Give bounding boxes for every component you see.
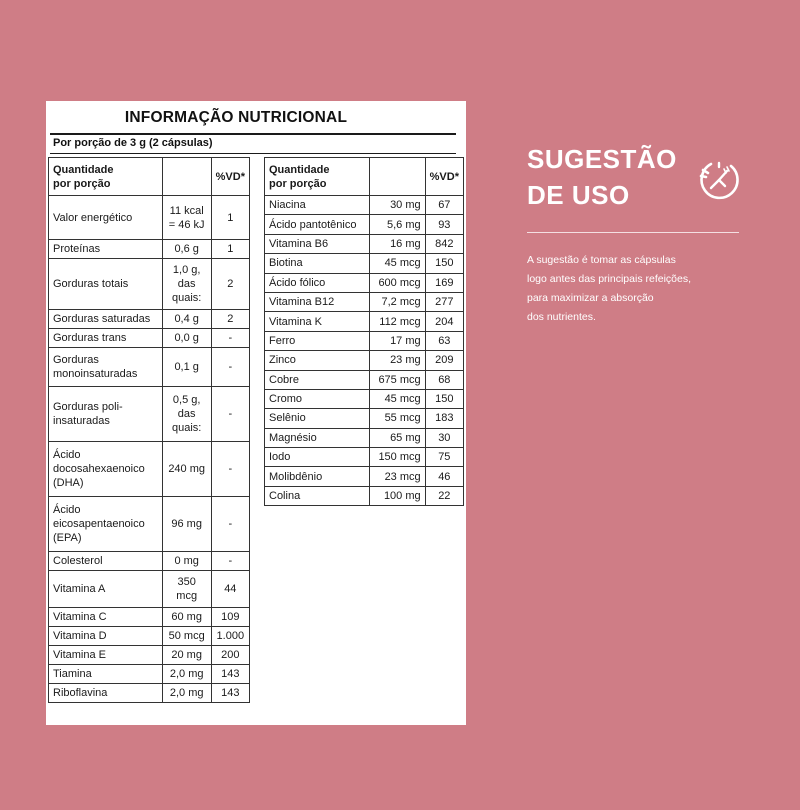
nutrient-quantity: 96 mg <box>162 497 211 552</box>
table-row <box>265 254 464 273</box>
nutrient-vd: 109 <box>211 608 249 627</box>
nutrient-name: Ácido docosahexaenoico (DHA) <box>49 442 163 497</box>
nutrient-name: Zinco <box>265 351 370 370</box>
header-quantity: Quantidade por porção <box>49 158 163 196</box>
nutrient-vd: 204 <box>425 312 463 331</box>
nutrient-name: Iodo <box>265 448 370 467</box>
nutrient-name: Ácido fólico <box>265 273 370 292</box>
nutrient-vd: - <box>211 329 249 348</box>
nutrient-quantity: 17 mg <box>370 331 425 350</box>
nutrient-vd: 143 <box>211 684 249 703</box>
nutrient-name: Ácido eicosapentaenoico (EPA) <box>49 497 163 552</box>
nutrient-vd: 67 <box>425 196 463 215</box>
nutrient-vd: 209 <box>425 351 463 370</box>
table-row <box>265 196 464 215</box>
nutrient-quantity: 23 mg <box>370 351 425 370</box>
nutrition-table-left <box>48 157 250 703</box>
nutrient-quantity: 65 mg <box>370 428 425 447</box>
nutrient-vd: 44 <box>211 571 249 608</box>
nutrient-name: Proteínas <box>49 240 163 259</box>
nutrient-quantity: 240 mg <box>162 442 211 497</box>
header-vd: %VD* <box>425 158 463 196</box>
nutrient-quantity: 0 mg <box>162 552 211 571</box>
nutrient-quantity: 5,6 mg <box>370 215 425 234</box>
nutrient-quantity: 2,0 mg <box>162 665 211 684</box>
nutrient-quantity: 23 mcg <box>370 467 425 486</box>
suggestion-text: A sugestão é tomar as cápsulas logo antes das principais refeições, para maximizar a absorção dos nutrientes. <box>527 254 692 323</box>
nutrient-vd: 169 <box>425 273 463 292</box>
nutrient-vd: 68 <box>425 370 463 389</box>
table-row <box>265 273 464 292</box>
header-blank <box>370 158 425 196</box>
nutrient-quantity: 0,6 g <box>162 240 211 259</box>
table-row <box>265 215 464 234</box>
nutrient-name: Colina <box>265 486 370 505</box>
nutrient-name: Vitamina A <box>49 571 163 608</box>
nutrient-quantity: 0,4 g <box>162 310 211 329</box>
table-row <box>49 665 250 684</box>
header-quantity: Quantidade por porção <box>265 158 370 196</box>
nutrient-name: Cobre <box>265 370 370 389</box>
nutrient-quantity: 45 mcg <box>370 389 425 408</box>
table-row <box>265 370 464 389</box>
table-row <box>265 389 464 408</box>
nutrient-quantity: 0,5 g, das quais: <box>162 387 211 442</box>
nutrient-quantity: 0,0 g <box>162 329 211 348</box>
nutrient-vd: 30 <box>425 428 463 447</box>
header-blank <box>162 158 211 196</box>
nutrient-name: Vitamina B6 <box>265 234 370 253</box>
nutrient-name: Vitamina D <box>49 627 163 646</box>
nutrient-name: Gorduras trans <box>49 329 163 348</box>
nutrient-name: Colesterol <box>49 552 163 571</box>
nutrient-name: Gorduras totais <box>49 259 163 310</box>
table-row <box>49 684 250 703</box>
nutrient-vd: 2 <box>211 259 249 310</box>
nutrient-name: Niacina <box>265 196 370 215</box>
table-row <box>49 329 250 348</box>
nutrient-quantity: 112 mcg <box>370 312 425 331</box>
nutrient-vd: 842 <box>425 234 463 253</box>
table-row <box>265 448 464 467</box>
table-row <box>49 608 250 627</box>
table-row <box>49 310 250 329</box>
nutrient-quantity: 7,2 mcg <box>370 292 425 311</box>
table-row <box>265 312 464 331</box>
nutrient-vd: 46 <box>425 467 463 486</box>
nutrient-vd: 143 <box>211 665 249 684</box>
clock-cutlery-icon <box>697 158 741 202</box>
table-row <box>49 259 250 310</box>
nutrient-vd: - <box>211 497 249 552</box>
nutrient-vd: 150 <box>425 389 463 408</box>
nutrient-quantity: 0,1 g <box>162 348 211 387</box>
serving-divider <box>50 153 456 154</box>
table-row <box>49 240 250 259</box>
nutrient-name: Ácido pantotênico <box>265 215 370 234</box>
table-row <box>49 387 250 442</box>
nutrient-vd: 22 <box>425 486 463 505</box>
table-row <box>49 497 250 552</box>
table-row <box>265 234 464 253</box>
nutrient-quantity: 11 kcal = 46 kJ <box>162 196 211 240</box>
title-divider <box>50 133 456 135</box>
nutrient-name: Molibdênio <box>265 467 370 486</box>
nutrient-quantity: 1,0 g, das quais: <box>162 259 211 310</box>
suggestion-divider <box>527 232 739 233</box>
serving-size: Por porção de 3 g (2 cápsulas) <box>53 137 213 149</box>
nutrition-title: INFORMAÇÃO NUTRICIONAL <box>124 109 348 126</box>
table-row <box>265 428 464 447</box>
nutrient-quantity: 45 mcg <box>370 254 425 273</box>
nutrient-vd: 1.000 <box>211 627 249 646</box>
nutrient-vd: - <box>211 387 249 442</box>
nutrient-name: Vitamina B12 <box>265 292 370 311</box>
nutrient-vd: - <box>211 348 249 387</box>
nutrient-quantity: 20 mg <box>162 646 211 665</box>
nutrition-panel <box>46 101 466 725</box>
table-row <box>265 331 464 350</box>
nutrient-vd: - <box>211 442 249 497</box>
nutrient-quantity: 675 mcg <box>370 370 425 389</box>
nutrient-name: Riboflavina <box>49 684 163 703</box>
nutrient-name: Vitamina K <box>265 312 370 331</box>
nutrient-vd: 1 <box>211 196 249 240</box>
nutrient-name: Gorduras saturadas <box>49 310 163 329</box>
nutrient-vd: 1 <box>211 240 249 259</box>
nutrient-quantity: 600 mcg <box>370 273 425 292</box>
nutrient-vd: - <box>211 552 249 571</box>
table-row <box>49 348 250 387</box>
suggestion-title: SUGESTÃO DE USO <box>527 144 677 210</box>
table-row <box>265 351 464 370</box>
nutrient-vd: 277 <box>425 292 463 311</box>
nutrient-name: Gorduras monoinsaturadas <box>49 348 163 387</box>
table-row <box>265 409 464 428</box>
nutrient-vd: 2 <box>211 310 249 329</box>
table-row <box>265 486 464 505</box>
nutrient-quantity: 150 mcg <box>370 448 425 467</box>
nutrient-vd: 63 <box>425 331 463 350</box>
nutrient-vd: 200 <box>211 646 249 665</box>
table-row <box>49 552 250 571</box>
table-row <box>49 196 250 240</box>
nutrient-vd: 150 <box>425 254 463 273</box>
table-row <box>265 467 464 486</box>
nutrient-name: Selênio <box>265 409 370 428</box>
table-row <box>49 571 250 608</box>
nutrient-quantity: 50 mcg <box>162 627 211 646</box>
nutrient-name: Biotina <box>265 254 370 273</box>
table-row <box>49 646 250 665</box>
nutrient-name: Cromo <box>265 389 370 408</box>
nutrient-name: Ferro <box>265 331 370 350</box>
nutrient-quantity: 60 mg <box>162 608 211 627</box>
nutrient-quantity: 2,0 mg <box>162 684 211 703</box>
table-row <box>49 442 250 497</box>
nutrient-name: Vitamina E <box>49 646 163 665</box>
table-row <box>49 627 250 646</box>
nutrient-name: Valor energético <box>49 196 163 240</box>
nutrient-vd: 183 <box>425 409 463 428</box>
nutrient-name: Tiamina <box>49 665 163 684</box>
nutrient-quantity: 30 mg <box>370 196 425 215</box>
nutrient-name: Magnésio <box>265 428 370 447</box>
nutrient-quantity: 16 mg <box>370 234 425 253</box>
nutrition-table-right <box>264 157 464 506</box>
nutrient-name: Gorduras poli- insaturadas <box>49 387 163 442</box>
nutrient-quantity: 55 mcg <box>370 409 425 428</box>
nutrient-vd: 75 <box>425 448 463 467</box>
nutrient-name: Vitamina C <box>49 608 163 627</box>
header-vd: %VD* <box>211 158 249 196</box>
nutrient-quantity: 350 mcg <box>162 571 211 608</box>
nutrient-quantity: 100 mg <box>370 486 425 505</box>
table-row <box>265 292 464 311</box>
nutrient-vd: 93 <box>425 215 463 234</box>
